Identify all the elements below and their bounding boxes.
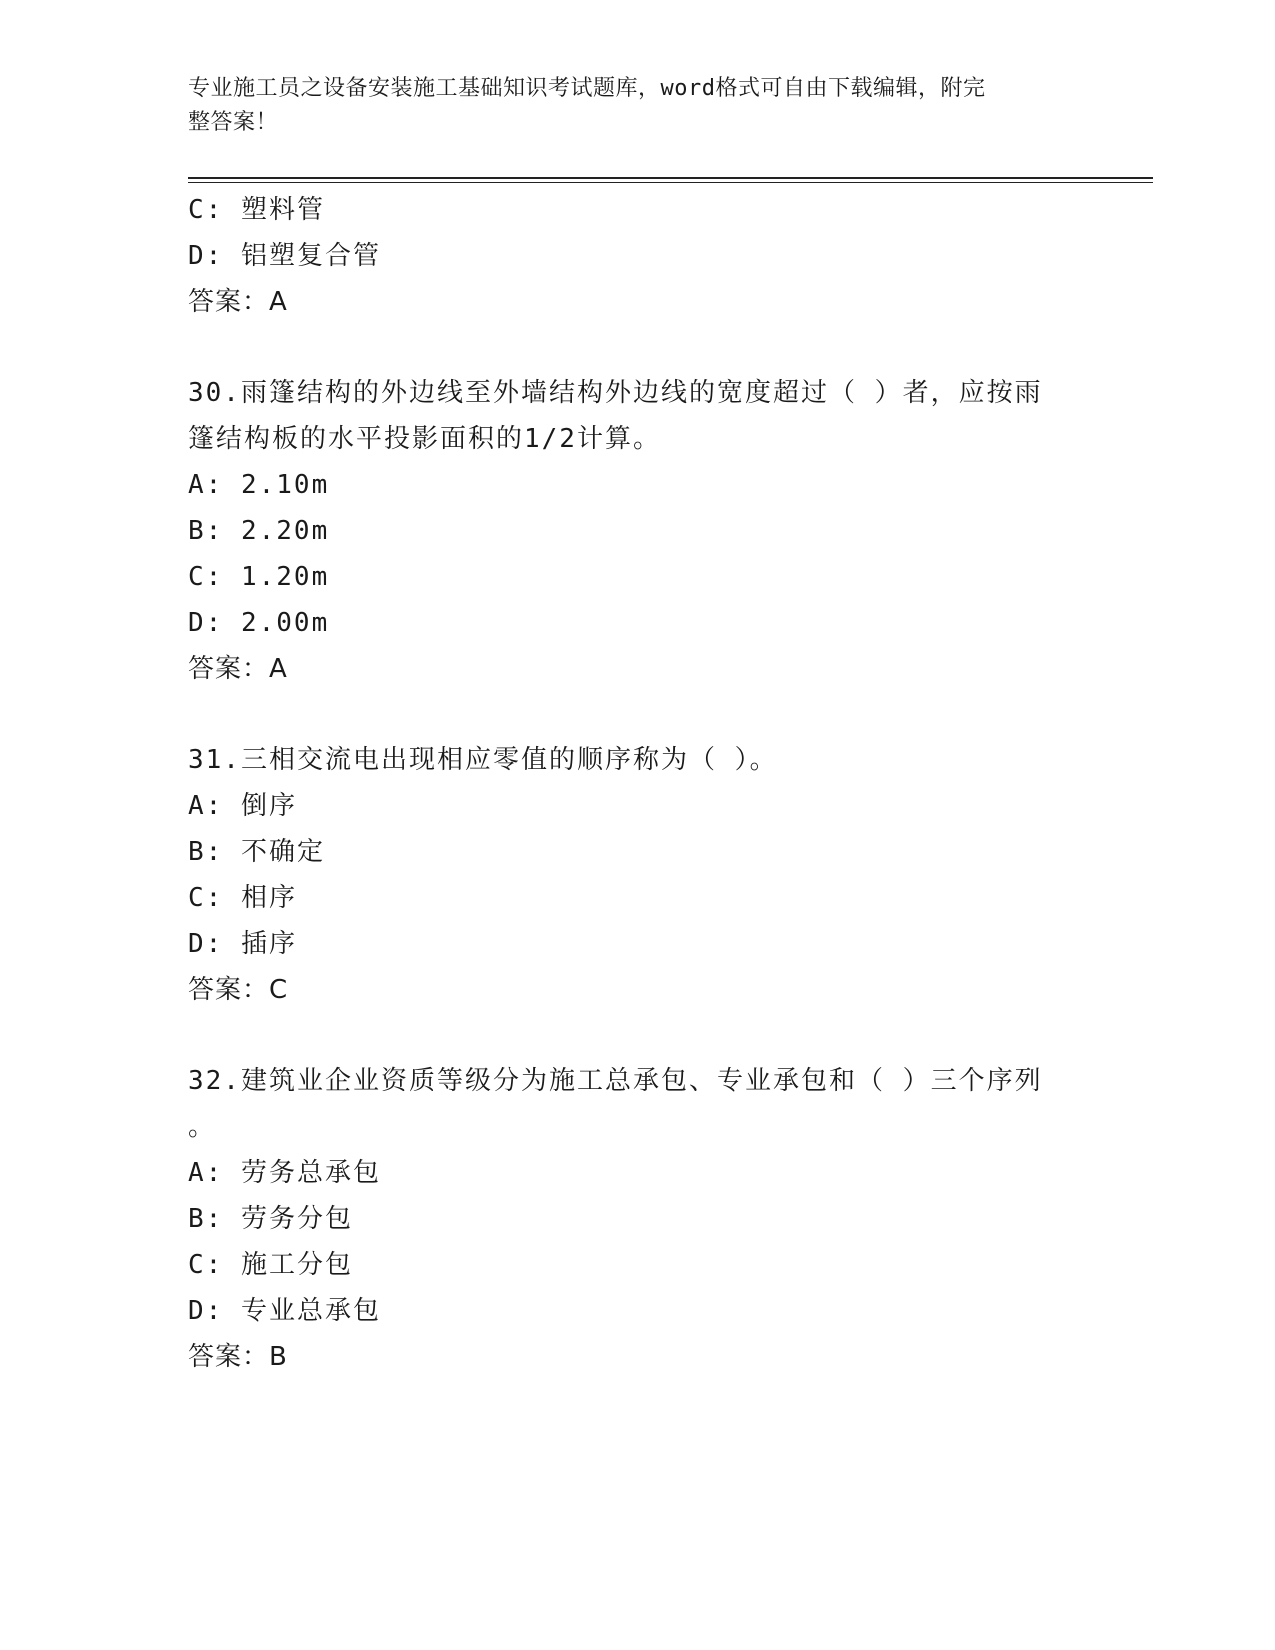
option-a: A: 2.10m bbox=[188, 470, 330, 500]
answer-line: 答案：A bbox=[188, 654, 288, 684]
question-30 bbox=[188, 370, 1068, 692]
question-list bbox=[188, 187, 1068, 1380]
question-text-line-1: 31.三相交流电出现相应零值的顺序称为（ ）。 bbox=[188, 745, 778, 775]
header-divider-thick bbox=[188, 177, 1153, 179]
question-text bbox=[188, 737, 1068, 783]
question-text-line-2: 篷结构板的水平投影面积的1/2计算。 bbox=[188, 424, 661, 454]
question-29-tail bbox=[188, 187, 1068, 325]
header-divider-thin bbox=[188, 182, 1153, 183]
option-c: C: 相序 bbox=[188, 883, 297, 913]
option-a: A: 劳务总承包 bbox=[188, 1158, 381, 1188]
answer-line: 答案：A bbox=[188, 287, 288, 317]
question-31 bbox=[188, 737, 1068, 1013]
document-header bbox=[188, 72, 1068, 140]
question-text bbox=[188, 370, 1068, 462]
option-d: D: 铝塑复合管 bbox=[188, 241, 381, 271]
option-b: B: 2.20m bbox=[188, 516, 330, 546]
question-text-line-1: 32.建筑业企业资质等级分为施工总承包、专业承包和（ ）三个序列 bbox=[188, 1066, 1043, 1096]
header-line-2: 整答案！ bbox=[188, 110, 279, 135]
question-text bbox=[188, 1058, 1068, 1150]
option-c: C: 1.20m bbox=[188, 562, 330, 592]
option-d: D: 插序 bbox=[188, 929, 297, 959]
question-text-line-2: 。 bbox=[188, 1112, 217, 1142]
option-b: B: 劳务分包 bbox=[188, 1204, 353, 1234]
option-c: C: 塑料管 bbox=[188, 195, 325, 225]
option-c: C: 施工分包 bbox=[188, 1250, 353, 1280]
option-b: B: 不确定 bbox=[188, 837, 325, 867]
question-text-line-1: 30.雨篷结构的外边线至外墙结构外边线的宽度超过（ ）者，应按雨 bbox=[188, 378, 1043, 408]
option-d: D: 专业总承包 bbox=[188, 1296, 381, 1326]
answer-line: 答案：B bbox=[188, 1342, 288, 1372]
option-a: A: 倒序 bbox=[188, 791, 297, 821]
option-d: D: 2.00m bbox=[188, 608, 330, 638]
question-32 bbox=[188, 1058, 1068, 1380]
header-line-1: 专业施工员之设备安装施工基础知识考试题库，word格式可自由下载编辑，附完 bbox=[188, 76, 986, 101]
answer-line: 答案：C bbox=[188, 975, 289, 1005]
